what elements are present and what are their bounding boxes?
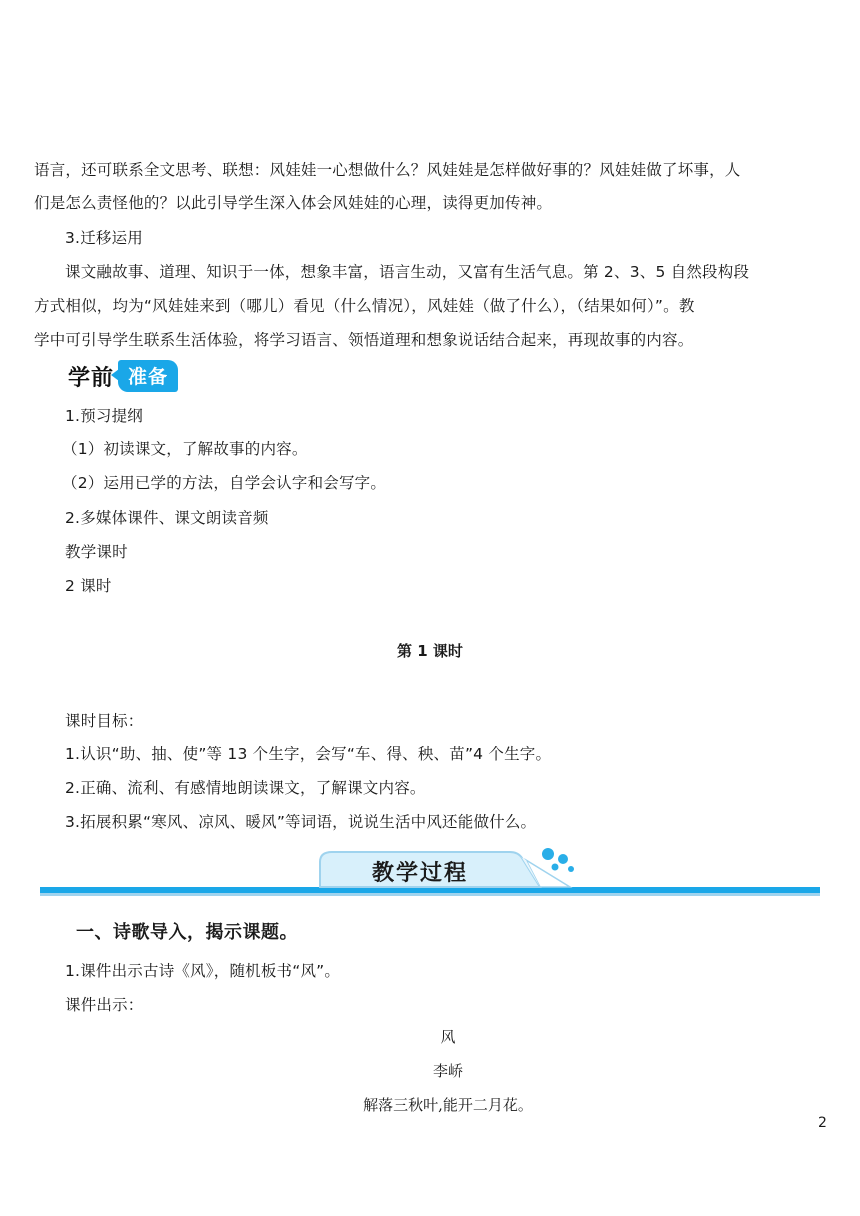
poem-author: 李峤 xyxy=(432,1062,463,1080)
poem-line: 解落三秋叶,能开二月花。 xyxy=(363,1096,533,1114)
paragraph-line: 课文融故事、道理、知识于一体，想象丰富，语言生动，又富有生活气息。第 2、3、5 自然段构段 xyxy=(65,263,750,281)
hours-value: 2 课时 xyxy=(65,577,112,595)
goal-item: 1.认识“助、抽、使”等 13 个生字，会写“车、得、秧、苗”4 个生字。 xyxy=(65,745,552,763)
paragraph-line: 方式相似，均为“风娃娃来到（哪儿）看见（什么情况），风娃娃（做了什么），（结果如何）”。教 xyxy=(34,297,695,315)
list-subitem: （2）运用已学的方法，自学会认字和会写字。 xyxy=(62,474,387,492)
hours-label: 教学课时 xyxy=(65,543,128,561)
prep-heading-label: 学前 xyxy=(68,365,115,391)
lesson-title: 第 1 课时 xyxy=(397,642,463,660)
paragraph-line: 学中可引导学生联系生活体验，将学习语言、领悟道理和想象说话结合起来，再现故事的内容。 xyxy=(34,331,694,349)
list-subitem: （1）初读课文，了解故事的内容。 xyxy=(62,440,308,458)
paragraph-line: 1.课件出示古诗《风》，随机板书“风”。 xyxy=(65,962,341,980)
prep-heading-tag: 准备 xyxy=(118,360,178,392)
prep-heading xyxy=(68,362,178,390)
list-item: 1.预习提纲 xyxy=(65,407,143,425)
list-item: 3.迁移运用 xyxy=(65,229,143,247)
teaching-process-banner xyxy=(40,840,820,902)
goal-item: 3.拓展积累“寒风、凉风、暖风”等词语，说说生活中风还能做什么。 xyxy=(65,813,537,831)
page-number: 2 xyxy=(818,1115,827,1131)
paragraph-line: 课件出示： xyxy=(65,996,144,1014)
goals-label: 课时目标： xyxy=(65,712,144,730)
banner-title: 教学过程 xyxy=(372,861,469,886)
list-item: 2.多媒体课件、课文朗读音频 xyxy=(65,509,269,527)
poem-title: 风 xyxy=(440,1028,456,1046)
goal-item: 2.正确、流利、有感情地朗读课文，了解课文内容。 xyxy=(65,779,426,797)
section-title: 一、诗歌导入，揭示课题。 xyxy=(76,922,298,943)
paragraph-line: 语言，还可联系全文思考、联想：风娃娃一心想做什么？风娃娃是怎样做好事的？风娃娃做了坏事，人 xyxy=(34,161,741,179)
paragraph-line: 们是怎么责怪他的？以此引导学生深入体会风娃娃的心理，读得更加传神。 xyxy=(34,194,553,212)
